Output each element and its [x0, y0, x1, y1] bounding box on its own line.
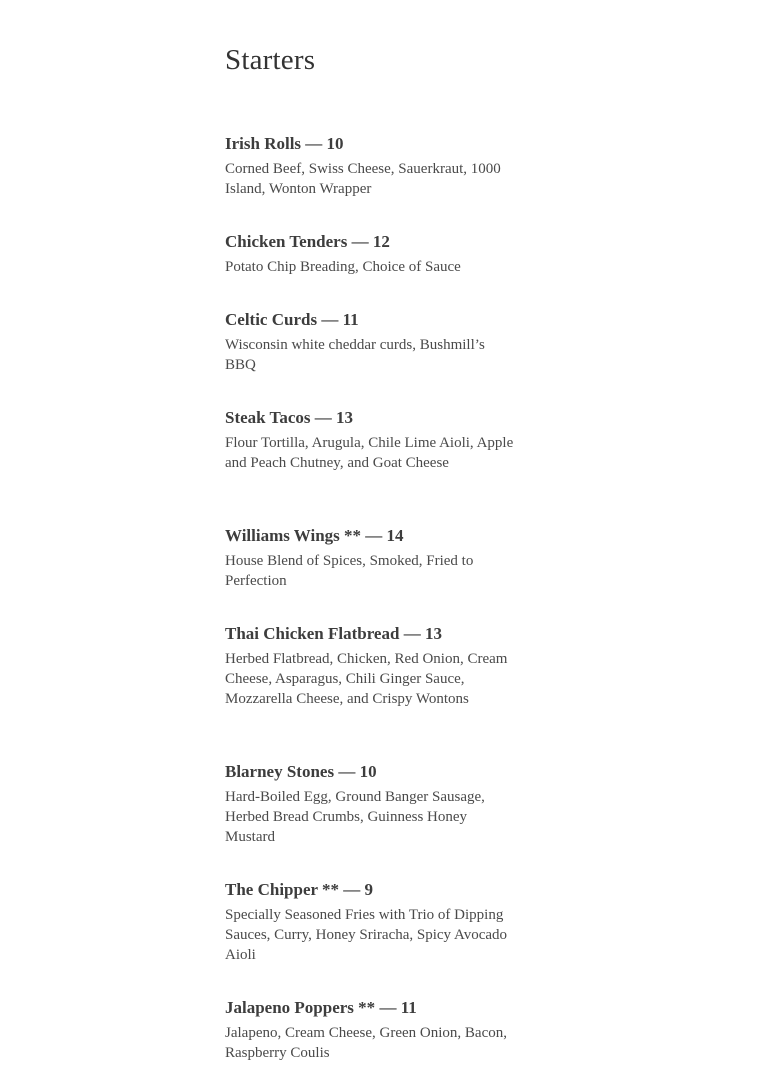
- menu-item-celtic-curds: [225, 309, 515, 375]
- menu-item-description: Potato Chip Breading, Choice of Sauce: [225, 259, 461, 275]
- menu-item-name: Williams Wings **: [225, 526, 362, 545]
- menu-item-price: 13: [336, 408, 353, 427]
- menu-item-heading: [225, 879, 515, 901]
- price-separator: —: [339, 880, 365, 899]
- menu-item-heading: [225, 309, 515, 331]
- menu-item-description: Specially Seasoned Fries with Trio of Dipping Sauces, Curry, Honey Sriracha, Spicy Avocado Aioli: [225, 907, 508, 963]
- menu-item-chicken-tenders: [225, 231, 515, 277]
- menu-item-description: Jalapeno, Cream Cheese, Green Onion, Bacon, Raspberry Coulis: [225, 1025, 507, 1061]
- menu-item-the-chipper: [225, 879, 515, 965]
- menu-item-description: House Blend of Spices, Smoked, Fried to Perfection: [225, 553, 474, 589]
- menu-item-heading: [225, 407, 515, 429]
- menu-item-blarney-stones: [225, 761, 515, 847]
- menu-item-name: Irish Rolls: [225, 134, 302, 153]
- menu-item-description: Corned Beef, Swiss Cheese, Sauerkraut, 1000 Island, Wonton Wrapper: [225, 161, 501, 197]
- menu-item-name: Celtic Curds: [225, 310, 318, 329]
- menu-item-price: 10: [359, 762, 377, 781]
- menu-item-price: 10: [326, 134, 344, 153]
- menu-item-price: 14: [386, 526, 404, 545]
- menu-item-description: Hard-Boiled Egg, Ground Banger Sausage, Herbed Bread Crumbs, Guinness Honey Mustard: [225, 789, 485, 845]
- menu-item-price: 13: [424, 624, 442, 643]
- menu-item-price: 12: [372, 232, 390, 251]
- menu-item-name: The Chipper **: [225, 880, 339, 899]
- menu-item-thai-chicken-flatbread: [225, 623, 515, 709]
- menu-item-name: Thai Chicken Flatbread: [225, 624, 400, 643]
- menu-item-heading: [225, 761, 515, 783]
- menu-item-jalapeno-poppers: [225, 997, 515, 1063]
- menu-item-heading: [225, 133, 515, 155]
- menu-item-description: Wisconsin white cheddar curds, Bushmill’s BBQ: [225, 337, 485, 373]
- price-separator: —: [347, 232, 373, 251]
- menu-item-name: Steak Tacos: [225, 408, 311, 427]
- price-separator: —: [399, 624, 425, 643]
- price-separator: —: [301, 134, 327, 153]
- menu-item-price: 11: [400, 998, 417, 1017]
- menu-item-price: 11: [342, 310, 359, 329]
- menu-item-name: Jalapeno Poppers **: [225, 998, 376, 1017]
- price-separator: —: [375, 998, 401, 1017]
- price-separator: —: [310, 408, 336, 427]
- menu-item-heading: [225, 525, 515, 547]
- menu-item-name: Blarney Stones: [225, 762, 335, 781]
- price-separator: —: [361, 526, 387, 545]
- menu-item-heading: [225, 231, 515, 253]
- price-separator: —: [334, 762, 360, 781]
- menu-item-irish-rolls: [225, 133, 515, 199]
- menu-item-williams-wings: [225, 525, 515, 591]
- menu-item-heading: [225, 997, 515, 1019]
- menu-item-name: Chicken Tenders: [225, 232, 348, 251]
- menu-item-description: Flour Tortilla, Arugula, Chile Lime Aioli, Apple and Peach Chutney, and Goat Cheese: [225, 435, 514, 471]
- section-title: Starters: [225, 44, 316, 76]
- menu-item-steak-tacos: [225, 407, 515, 473]
- price-separator: —: [317, 310, 343, 329]
- menu-item-description: Herbed Flatbread, Chicken, Red Onion, Cream Cheese, Asparagus, Chili Ginger Sauce, Mozzarella Cheese, and Crispy Wontons: [225, 651, 508, 707]
- menu-item-heading: [225, 623, 515, 645]
- menu-item-price: 9: [364, 880, 373, 899]
